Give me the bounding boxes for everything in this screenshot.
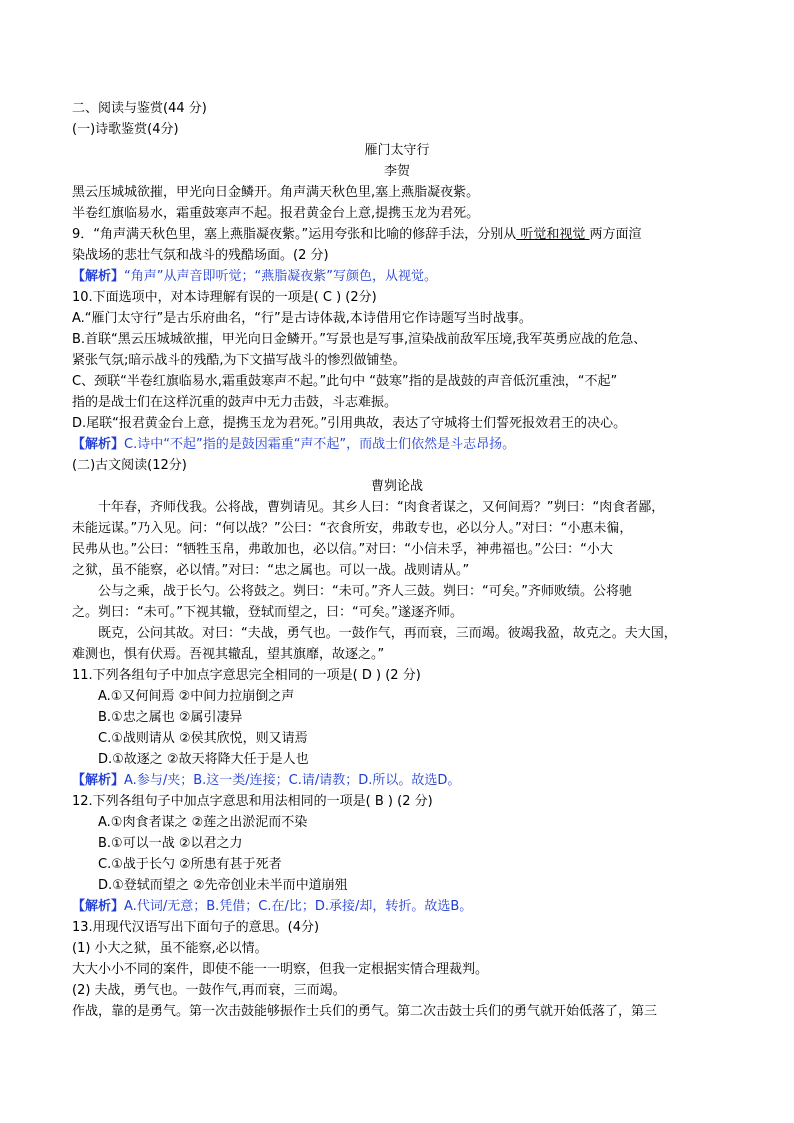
analysis-text: C.诗中“不起”指的是鼓因霜重“声不起”，而战士们依然是斗志昂扬。 [124, 437, 516, 452]
analysis-text: “角声”从声音即听觉；“燕脂凝夜紫”写颜色，从视觉。 [124, 269, 437, 284]
q13-sentence-2: (2) 夫战，勇气也。一鼓作气,再而衰，三而竭。 [72, 983, 346, 998]
section-title: 二、阅读与鉴赏(44 分) [72, 101, 207, 116]
q13-sentence-1: (1) 小大之狱，虽不能察,必以情。 [72, 941, 268, 956]
q11-analysis [72, 770, 722, 791]
prose-paragraph-line: 之。刿曰：“未可。”下视其辙，登轼而望之，曰：“可矣。”遂逐齐师。 [72, 605, 463, 620]
q10-option-c-line1: C、颈联“半卷红旗临易水,霜重鼓寒声不起。”此句中 “鼓寒”指的是战鼓的声音低沉重浊，“不起” [72, 374, 618, 389]
poem-line-1: 黑云压城城欲摧，甲光向日金鳞开。角声满天秋色里,塞上燕脂凝夜紫。 [72, 185, 480, 200]
prose-paragraph-line: 既克，公问其故。对曰：“夫战，勇气也。一鼓作气，再而衰，三而竭。彼竭我盈，故克之。夫大国， [98, 626, 677, 641]
question-11-stem: 11.下列各组句子中加点字意思完全相同的一项是( D ) (2 分) [72, 668, 421, 683]
q10-option-c-line2: 指的是战士们在这样沉重的鼓声中无力击鼓，斗志难振。 [72, 395, 398, 410]
q13-answer-2: 作战，靠的是勇气。第一次击鼓能够振作士兵们的勇气。第二次击鼓士兵们的勇气就开始低落了，第三 [72, 1001, 657, 1022]
q9-answer-blank: 听觉和视觉 [516, 227, 590, 242]
q12-option-b: B.①可以一战 ②以君之力 [98, 836, 243, 851]
poem-subsection-heading: (一)诗歌鉴赏(4分) [72, 122, 179, 137]
q10-option-a: A.“雁门太守行”是古乐府曲名，“行”是古诗体裁,本诗借用它作诗题写当时战事。 [72, 311, 532, 326]
question-10-stem: 10.下面选项中，对本诗理解有误的一项是( C ) (2分) [72, 290, 377, 305]
q12-option-d: D.①登轼而望之 ②先帝创业未半而中道崩殂 [98, 878, 348, 893]
analysis-tag: 【解析】 [72, 899, 125, 914]
q11-option-a: A.①又何间焉 ②中间力拉崩倒之声 [98, 689, 295, 704]
q10-option-b-line1: B.首联“黑云压城城欲摧，甲光向日金鳞开。”写景也是写事,渲染战前敌军压境,我军英勇应战的危急、 [72, 332, 647, 347]
prose-paragraph-line: 难测也，惧有伏焉。吾视其辙乱，望其旗靡，故逐之。” [72, 647, 385, 662]
poem-title: 雁门太守行 [364, 143, 430, 158]
q11-option-b: B.①忠之属也 ②属引凄异 [98, 710, 243, 725]
analysis-tag: 【解析】 [72, 437, 125, 452]
prose-title: 曹刿论战 [370, 479, 423, 494]
q13-answer-1-row [72, 959, 722, 980]
q11-option-d: D.①故逐之 ②故天将降大任于是人也 [98, 752, 309, 767]
q11-option-c: C.①战则请从 ②侯其欣悦，则又请焉 [98, 731, 308, 746]
q10-option-b-line2: 紧张气氛;暗示战斗的残酷,为下文描写战斗的惨烈做铺垫。 [72, 353, 406, 368]
poem-author: 李贺 [383, 164, 410, 179]
q10-option-d: D.尾联“报君黄金台上意，提携玉龙为君死。”引用典故，表达了守城将士们誓死报效君王的决心。 [72, 416, 627, 431]
poem-line-2: 半卷红旗临易水，霜重鼓寒声不起。报君黄金台上意,提携玉龙为君死。 [72, 206, 480, 221]
q13-answer-2-row [72, 1001, 722, 1022]
q9-text-a: 9．“角声满天秋色里，塞上燕脂凝夜紫。”运用夸张和比喻的修辞手法，分别从 [72, 227, 517, 242]
prose-paragraph-line: 之狱，虽不能察，必以情。”对曰：“忠之属也。可以一战。战则请从。” [72, 563, 470, 578]
q12-analysis [72, 896, 722, 917]
analysis-text: A.代词/无意；B.凭借；C.在/比；D.承接/却，转折。故选B。 [124, 899, 473, 914]
analysis-tag: 【解析】 [72, 773, 125, 788]
prose-paragraph-line: 公与之乘，战于长勺。公将鼓之。刿曰：“未可。”齐人三鼓。刿曰：“可矣。”齐师败绩。公将驰 [98, 584, 632, 599]
analysis-text: A.参与/夹；B.这一类/连接；C.请/请教；D.所以。故选D。 [124, 773, 461, 788]
q9-text-b: 两方面渲 [589, 227, 642, 242]
q12-option-a: A.①肉食者谋之 ②莲之出淤泥而不染 [98, 815, 308, 830]
q12-option-c: C.①战于长勺 ②所患有甚于死者 [98, 857, 282, 872]
prose-paragraph-line: 十年春，齐师伐我。公将战，曹刿请见。其乡人曰：“肉食者谋之，又何间焉？”刿曰：“肉食者鄙， [98, 500, 665, 515]
q9-analysis [72, 266, 722, 287]
q10-analysis [72, 434, 722, 455]
q13-answer-1: 大大小小不同的案件，即使不能一一明察，但我一定根据实情合理裁判。 [72, 959, 488, 980]
question-13-stem: 13.用现代汉语写出下面句子的意思。(4分) [72, 920, 320, 935]
question-12-stem: 12.下列各组句子中加点字意思和用法相同的一项是( B ) (2 分) [72, 794, 433, 809]
question-9 [72, 224, 722, 245]
prose-subsection-heading: (二)古文阅读(12分) [72, 458, 187, 473]
analysis-tag: 【解析】 [72, 269, 125, 284]
document-page [72, 98, 722, 1022]
q9-text-c: 染战场的悲壮气氛和战斗的残酷场面。(2 分) [72, 248, 329, 263]
prose-paragraph-line: 未能远谋。”乃入见。问：“何以战？”公曰：“衣食所安，弗敢专也，必以分人。”对曰：“小惠未徧， [72, 521, 633, 536]
prose-paragraph-line: 民弗从也。”公曰：“牺牲玉帛，弗敢加也，必以信。”对曰：“小信未孚，神弗福也。”公曰：“小大 [72, 542, 613, 557]
